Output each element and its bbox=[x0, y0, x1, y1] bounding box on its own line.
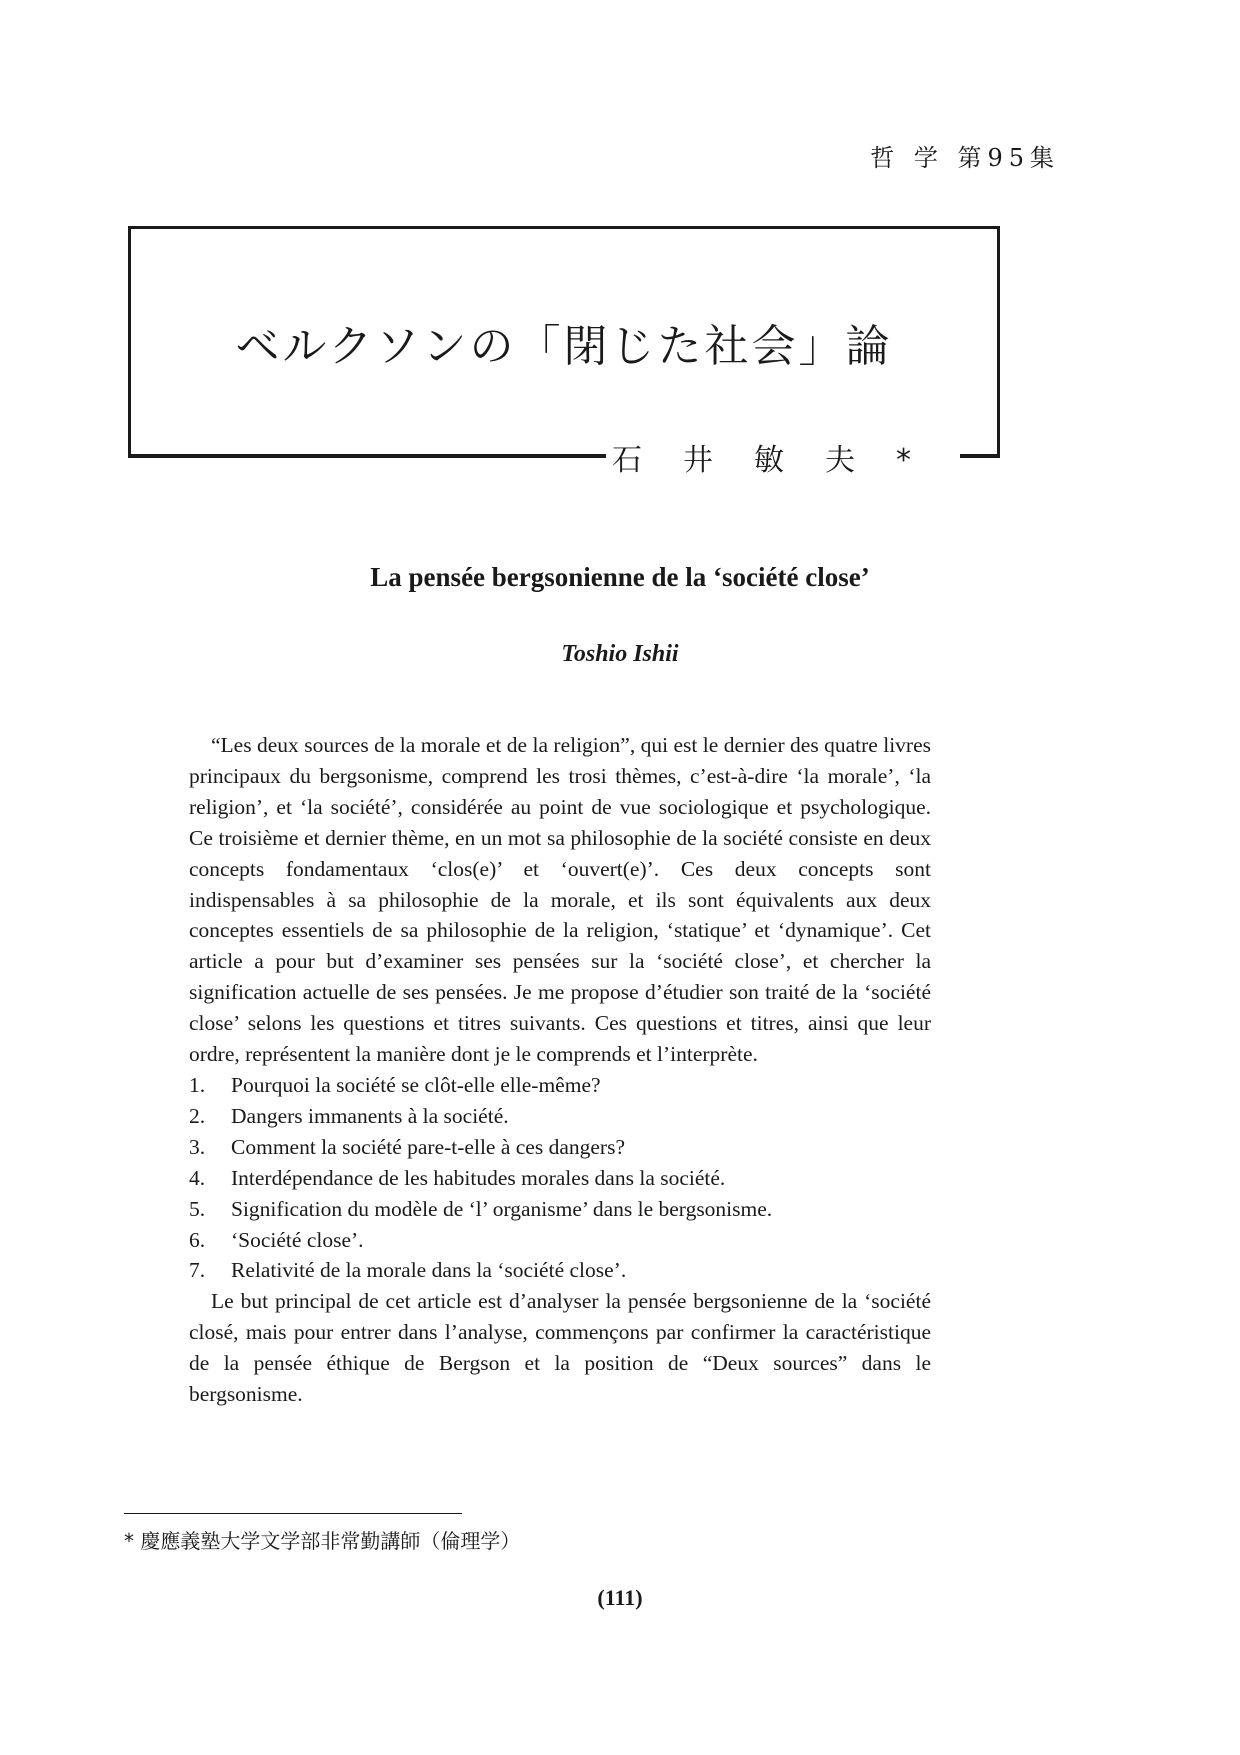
list-item-number: 4. bbox=[189, 1165, 206, 1190]
list-item-text: Pourquoi la société se clôt-elle elle-même? bbox=[231, 1072, 601, 1097]
abstract-conclusion: Le but principal de cet article est d’analyser la pensée bergsonienne de la ‘société closé, mais pour entrer dans l’analyse, commençons par confirmer la caractéristique de la pensée éthique de Bergson et la position de “Deux sources” dans le bergsonisme. bbox=[189, 1289, 931, 1407]
title-box bbox=[128, 226, 1000, 478]
list-item-number: 3. bbox=[189, 1134, 206, 1159]
journal-header: 哲 学 第95集 bbox=[870, 144, 1060, 172]
list-item-text: ‘Société close’. bbox=[231, 1227, 364, 1252]
list-item-number: 7. bbox=[189, 1258, 206, 1283]
list-item bbox=[189, 1255, 931, 1286]
list-item bbox=[189, 1225, 931, 1256]
title-box-bottom-rule-left bbox=[128, 454, 606, 458]
page-number: (111) bbox=[597, 1585, 643, 1610]
abstract bbox=[189, 730, 931, 1410]
footnote: * 慶應義塾大学文学部非常勤講師（倫理学） bbox=[124, 1529, 521, 1553]
list-item-text: Dangers immanents à la société. bbox=[231, 1103, 509, 1128]
list-item-number: 5. bbox=[189, 1196, 206, 1221]
list-item-number: 2. bbox=[189, 1103, 206, 1128]
list-item-text: Comment la société pare-t-elle à ces dangers? bbox=[231, 1134, 625, 1159]
list-item-text: Relativité de la morale dans la ‘société close’. bbox=[231, 1258, 627, 1283]
list-item bbox=[189, 1163, 931, 1194]
list-item bbox=[189, 1101, 931, 1132]
french-title: La pensée bergsonienne de la ‘société close’ bbox=[370, 562, 870, 592]
list-item bbox=[189, 1132, 931, 1163]
list-item bbox=[189, 1194, 931, 1225]
abstract-intro: “Les deux sources de la morale et de la religion”, qui est le dernier des quatre livres principaux du bergsonisme, comprend les trosi thèmes, c’est-à-dire ‘la morale’, ‘la religion’, et ‘la société’, considérée au point de vue sociologique et psychologique. Ce troisième et dernier thème, en un mot sa philosophie de la société consiste en deux concepts fondamentaux ‘clos(e)’ et ‘ouvert(e)’. Ces deux concepts sont indispensables à sa philosophie de la morale, et ils sont équivalents aux deux conceptes essentiels de sa philosophie de la religion, ‘statique’ et ‘dynamique’. Cet article a pour but d’examiner ses pensées sur la ‘société close’, et chercher la signification actuelle de ses pensées. Je me propose d’étudier son traité de la ‘société close’ selons les questions et titres suivants. Ces questions et titres, ainsi que leur ordre, représentent la manière dont je le comprends et l’interprète. bbox=[189, 733, 931, 1067]
list-item bbox=[189, 1070, 931, 1101]
list-item-text: Interdépendance de les habitudes morales dans la société. bbox=[231, 1165, 726, 1190]
japanese-author: 石井敏夫* bbox=[612, 443, 952, 478]
list-item-number: 1. bbox=[189, 1072, 206, 1097]
list-item-text: Signification du modèle de ‘l’ organisme’ dans le bergsonisme. bbox=[231, 1196, 773, 1221]
author-name: Toshio Ishii bbox=[561, 641, 679, 667]
japanese-title: ベルクソンの「閉じた社会」論 bbox=[235, 321, 893, 372]
footnote-divider bbox=[124, 1513, 462, 1514]
question-list bbox=[189, 1070, 931, 1286]
list-item-number: 6. bbox=[189, 1227, 206, 1252]
title-box-bottom-rule-right bbox=[960, 454, 1000, 458]
title-box-top-border bbox=[128, 226, 998, 229]
